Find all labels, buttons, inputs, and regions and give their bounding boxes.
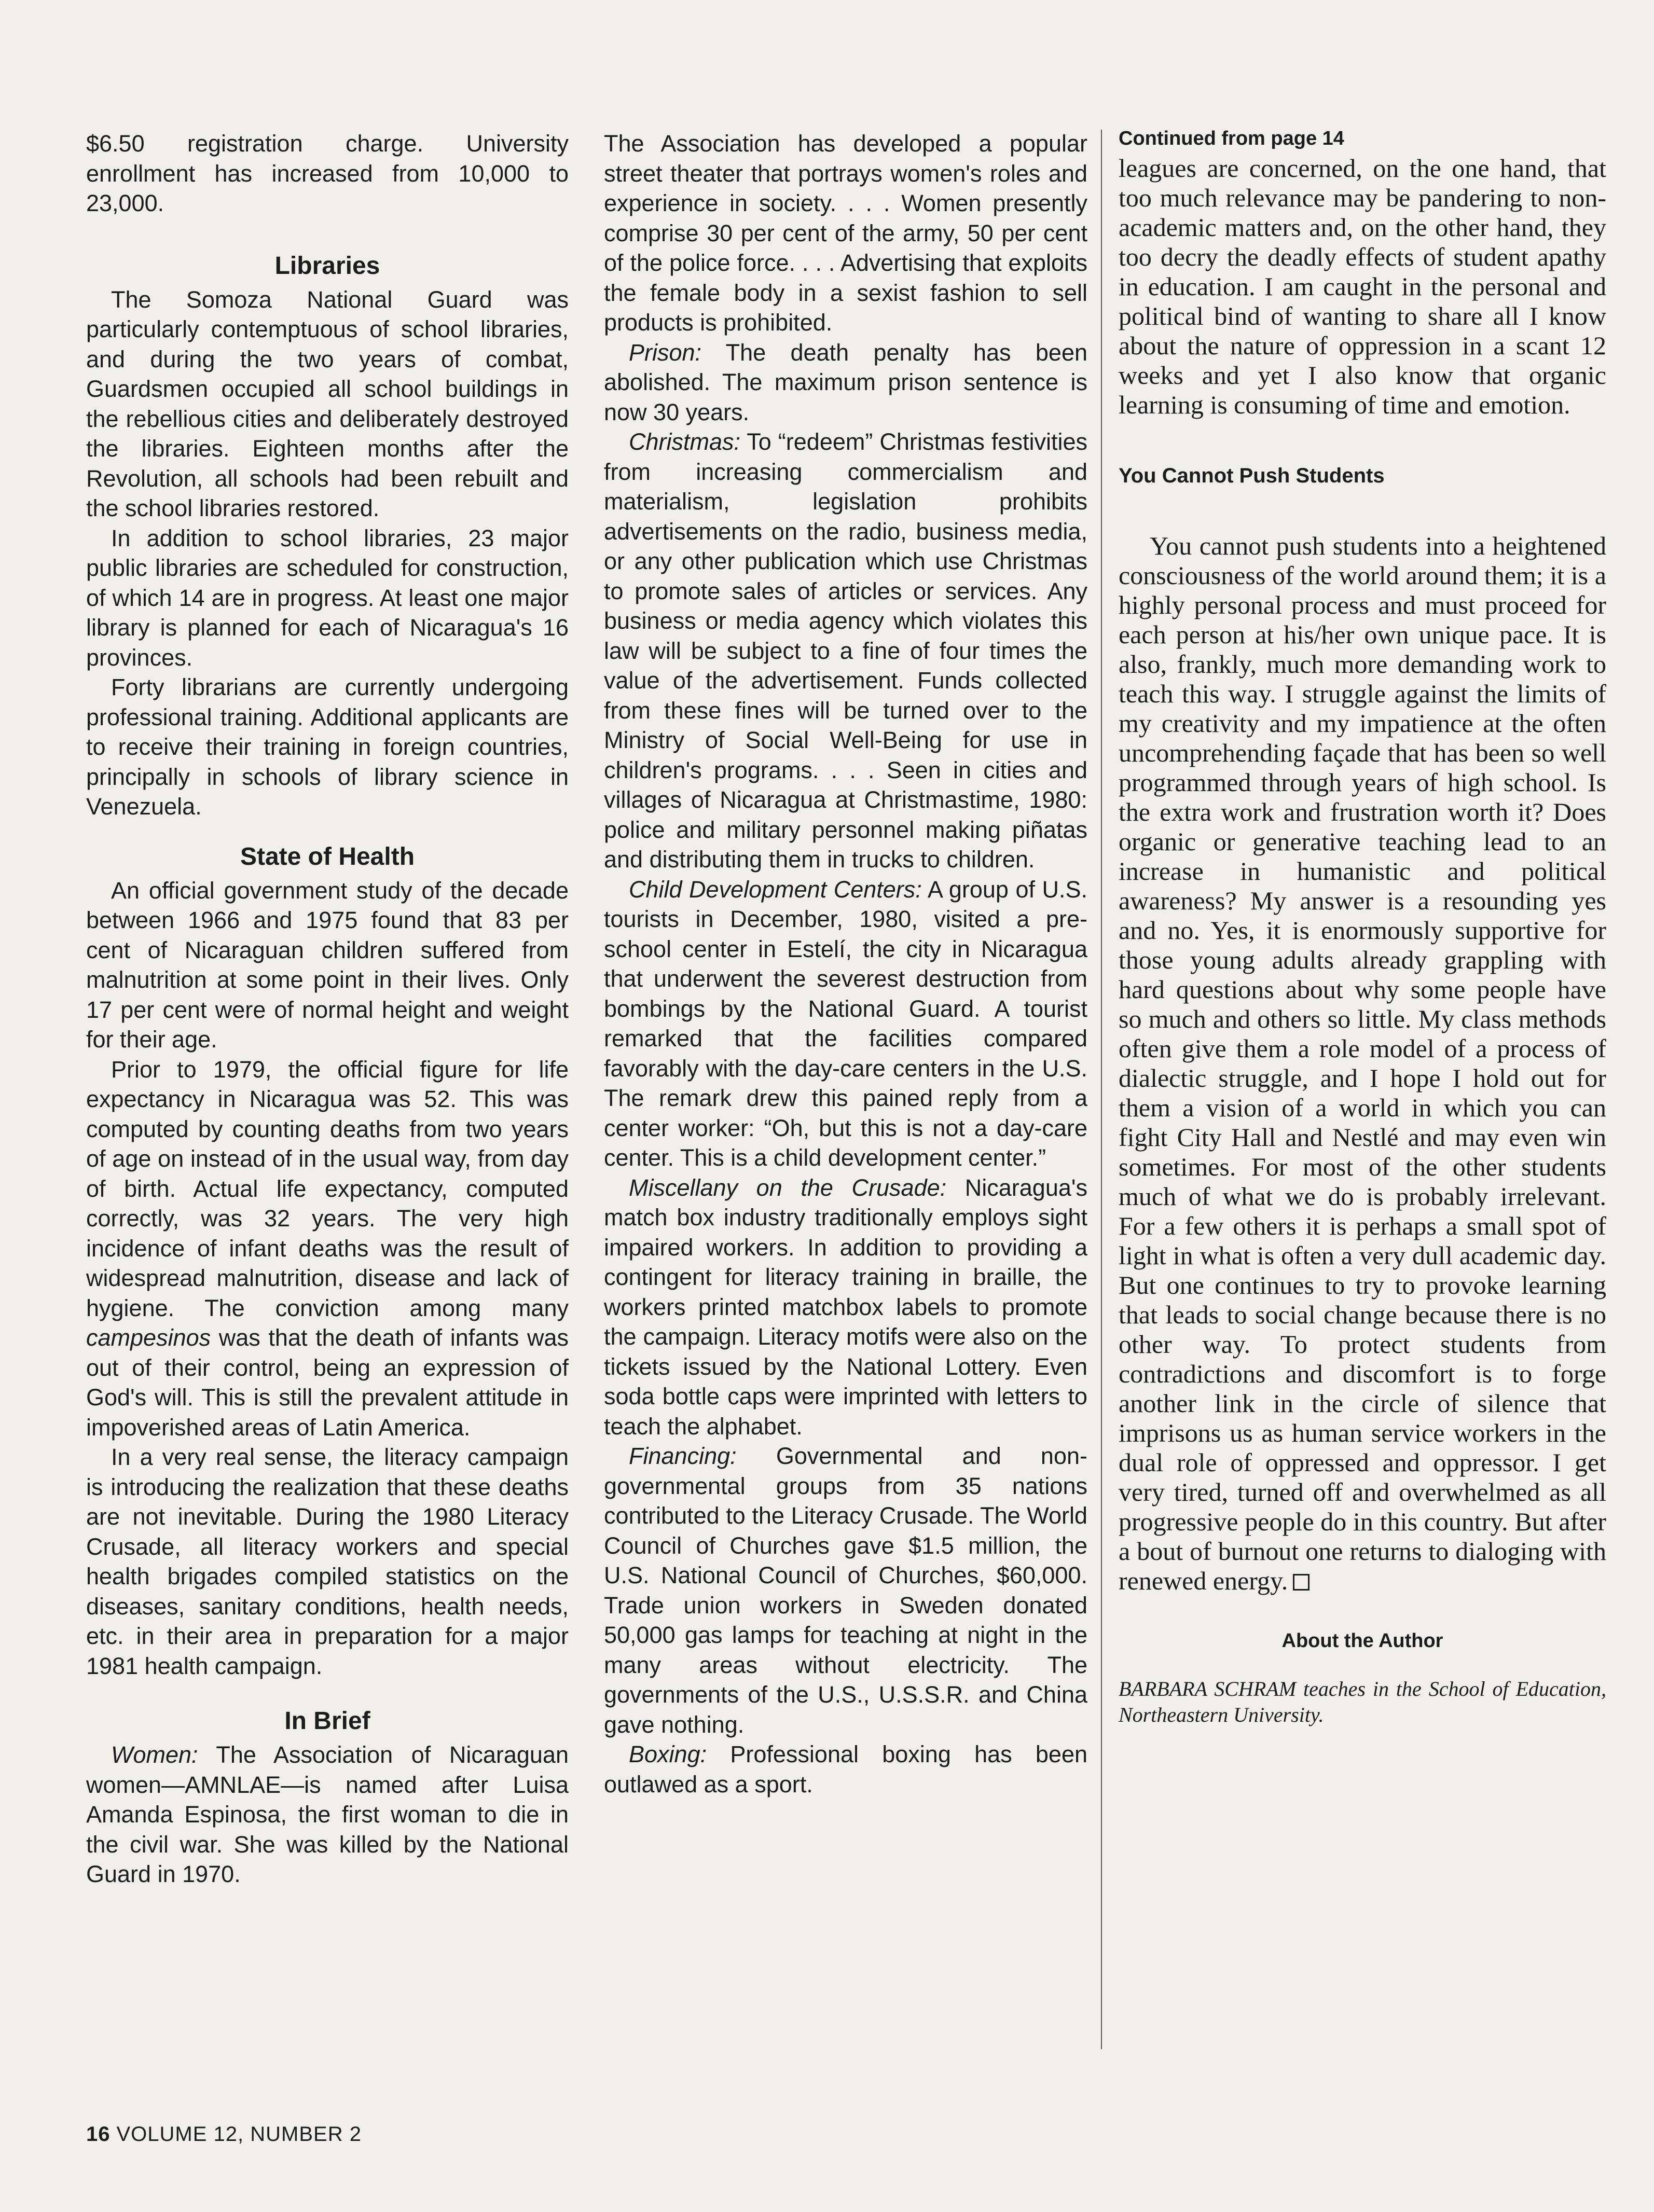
column-right [1119,129,1606,1728]
continuation-paragraph: leagues are concerned, on the one hand, that too much relevance may be pandering to non-academic matters and, on the other hand, they too decry the deadly effects of student apathy in education. I am caught in the personal and political bind of wanting to share all I know about the nature of oppression in a scant 12 weeks and yet I also know that organic learning is consuming of time and emotion. [1119,154,1606,419]
libraries-paragraph-1: The Somoza National Guard was particularly contemptuous of school libraries, and during the two years of combat, Guardsmen occupied all school buildings in the rebellious cities and deliberately destroyed the libraries. Eighteen months after the Revolution, all schools had been rebuilt and the school libraries restored. [86,286,569,521]
miscellany-text: Nicaragua's match box industry traditionally employs sight impaired workers. In addition to providing a contingent for literacy training in braille, the workers printed matchbox labels to promote the campaign. Literacy motifs were also on the tickets issued by the National Lottery. Even soda bottle caps were imprinted with letters to teach the alphabet. [604,1174,1087,1440]
child-centers-text: A group of U.S. tourists in December, 1980, visited a pre-school center in Estelí, the city in Nicaragua that underwent the severest destruction from bombings by the National Guard. A tourist remarked that the facilities compared favorably with the day-care centers in the U.S. The remark drew this pained reply from a center worker: “Oh, but this is not a day-care center. This is a child development center.” [604,876,1087,1171]
prison-text: The death penalty has been abolished. The maximum prison sentence is now 30 years. [604,339,1087,425]
campesinos-italic: campesinos [86,1324,211,1351]
author-bio: BARBARA SCHRAM teaches in the School of Education, Northeastern University. [1119,1677,1606,1726]
financing-paragraph [604,1441,1087,1739]
child-centers-paragraph [604,875,1087,1173]
boxing-paragraph [604,1739,1087,1799]
about-author-heading: About the Author [1281,1630,1443,1652]
women-label: Women: [111,1741,198,1768]
push-students-heading: You Cannot Push Students [1119,464,1385,487]
child-centers-label: Child Development Centers: [629,876,922,903]
libraries-paragraph-2: In addition to school libraries, 23 major public libraries are scheduled for construction, of which 14 are in progress. At least one major library is planned for each of Nicaragua's 16 provinces. [86,524,569,671]
push-students-paragraph [1119,531,1606,1596]
end-mark-box-icon [1293,1574,1310,1591]
boxing-text: Professional boxing has been outlawed as a sport. [604,1741,1087,1798]
libraries-heading: Libraries [274,252,380,280]
financing-text: Governmental and non-governmental groups from 35 nations contributed to the Literacy Crusade. The World Council of Churches gave $1.5 million, the U.S. National Council of Churches, $60,000. Trade union workers in Sweden donated 50,000 gas lamps for teaching at night in the many areas without electricity. The governments of the U.S., U.S.S.R. and China gave nothing. [604,1443,1087,1738]
column-divider [1101,130,1102,2049]
christmas-paragraph [604,427,1087,875]
column-left [86,129,569,1889]
health-paragraph-3: In a very real sense, the literacy campaign is introducing the realization that these deaths are not inevitable. During the 1980 Literacy Crusade, all literacy workers and special health brigades compiled statistics on the diseases, sanitary conditions, health needs, etc. in their area in preparation for a major 1981 health campaign. [86,1444,569,1679]
christmas-label: Christmas: [629,428,741,455]
health-text-a: Prior to 1979, the official figure for life expectancy in Nicaragua was 52. This was computed by counting deaths from two years of age on instead of in the usual way, from day of birth. Actual life expectancy, computed correctly, was 32 years. The very high incidence of infant deaths was the result of widespread malnutrition, disease and lack of hygiene. The conviction among many [86,1056,569,1321]
column-middle [604,129,1087,1799]
in-brief-heading: In Brief [284,1707,370,1735]
boxing-label: Boxing: [629,1741,707,1767]
push-students-text: You cannot push students into a heightened consciousness of the world around them; it is a highly personal process and must proceed for each person at his/her own unique pace. It is also, frankly, much more demanding work to teach this way. I struggle against the limits of my creativity and my impatience at the often uncomprehending façade that has been so well programmed through years of high school. Is the extra work and frustration worth it? Does organic or generative teaching lead to an increase in humanistic and political awareness? My answer is a resounding yes and no. Yes, it is enormously supportive for those young adults already grappling with hard questions about why some people have so much and others so little. My class methods often give them a role model of a process of dialectic struggle, and I hope I hold out for them a vision of a world in which you can fight City Hall and Nestlé and may even win sometimes. For most of the other students much of what we do is probably irrelevant. For a few others it is perhaps a small spot of light in what is often a very dull academic day. But one continues to try to provoke learning that leads to social change because there is no other way. To protect students from contradictions and discomfort is to forge another link in the circle of silence that imprisons us as human service workers in the dual role of oppressed and oppressor. I get very tired, turned off and overwhelmed as all progressive people do in this country. But after a bout of burnout one returns to dialoging with renewed energy. [1119,531,1606,1595]
financing-label: Financing: [629,1443,737,1469]
prison-label: Prison: [629,339,702,366]
intro-paragraph: $6.50 registration charge. University enrollment has increased from 10,000 to 23,000. [86,130,569,216]
page-footer [86,2123,362,2146]
libraries-paragraph-3: Forty librarians are currently undergoing professional training. Additional applicants are to receive their training in foreign countries, principally in schools of library science in Venezuela. [86,674,569,820]
prison-paragraph [604,338,1087,427]
health-paragraph-1: An official government study of the decade between 1966 and 1975 found that 83 per cent of Nicaraguan children suffered from malnutrition at some point in their lives. Only 17 per cent were of normal height and weight for their age. [86,877,569,1053]
association-paragraph: The Association has developed a popular street theater that portrays women's roles and experience in society. . . . Women presently comprise 30 per cent of the army, 50 per cent of the police force. . . . Advertising that exploits the female body in a sexist fashion to sell products is prohibited. [604,130,1087,336]
miscellany-paragraph [604,1173,1087,1442]
continued-from-label: Continued from page 14 [1119,128,1344,149]
women-paragraph [86,1740,569,1889]
health-heading: State of Health [240,842,415,870]
volume-info: VOLUME 12, NUMBER 2 [116,2123,362,2146]
health-text-b: was that the death of infants was out of their control, being an expression of God's will. This is still the prevalent attitude in impoverished areas of Latin America. [86,1324,569,1441]
christmas-text: To “redeem” Christmas festivities from increasing commercialism and materialism, legislation prohibits advertisements on the radio, business media, or any other publication which use Christmas to promote sales of articles or services. Any business or media agency which violates this law will be subject to a fine of four times the value of the advertisement. Funds collected from these fines will be turned over to the Ministry of Social Well-Being for use in children's programs. . . . Seen in cities and villages of Nicaragua at Christmastime, 1980: police and military personnel making piñatas and distributing them in trucks to children. [604,428,1087,873]
health-paragraph-2 [86,1055,569,1443]
page-number: 16 [86,2123,111,2146]
miscellany-label: Miscellany on the Crusade: [629,1174,947,1201]
women-text: The Association of Nicaraguan women—AMNLAE—is named after Luisa Amanda Espinosa, the first woman to die in the civil war. She was killed by the National Guard in 1970. [86,1741,569,1887]
